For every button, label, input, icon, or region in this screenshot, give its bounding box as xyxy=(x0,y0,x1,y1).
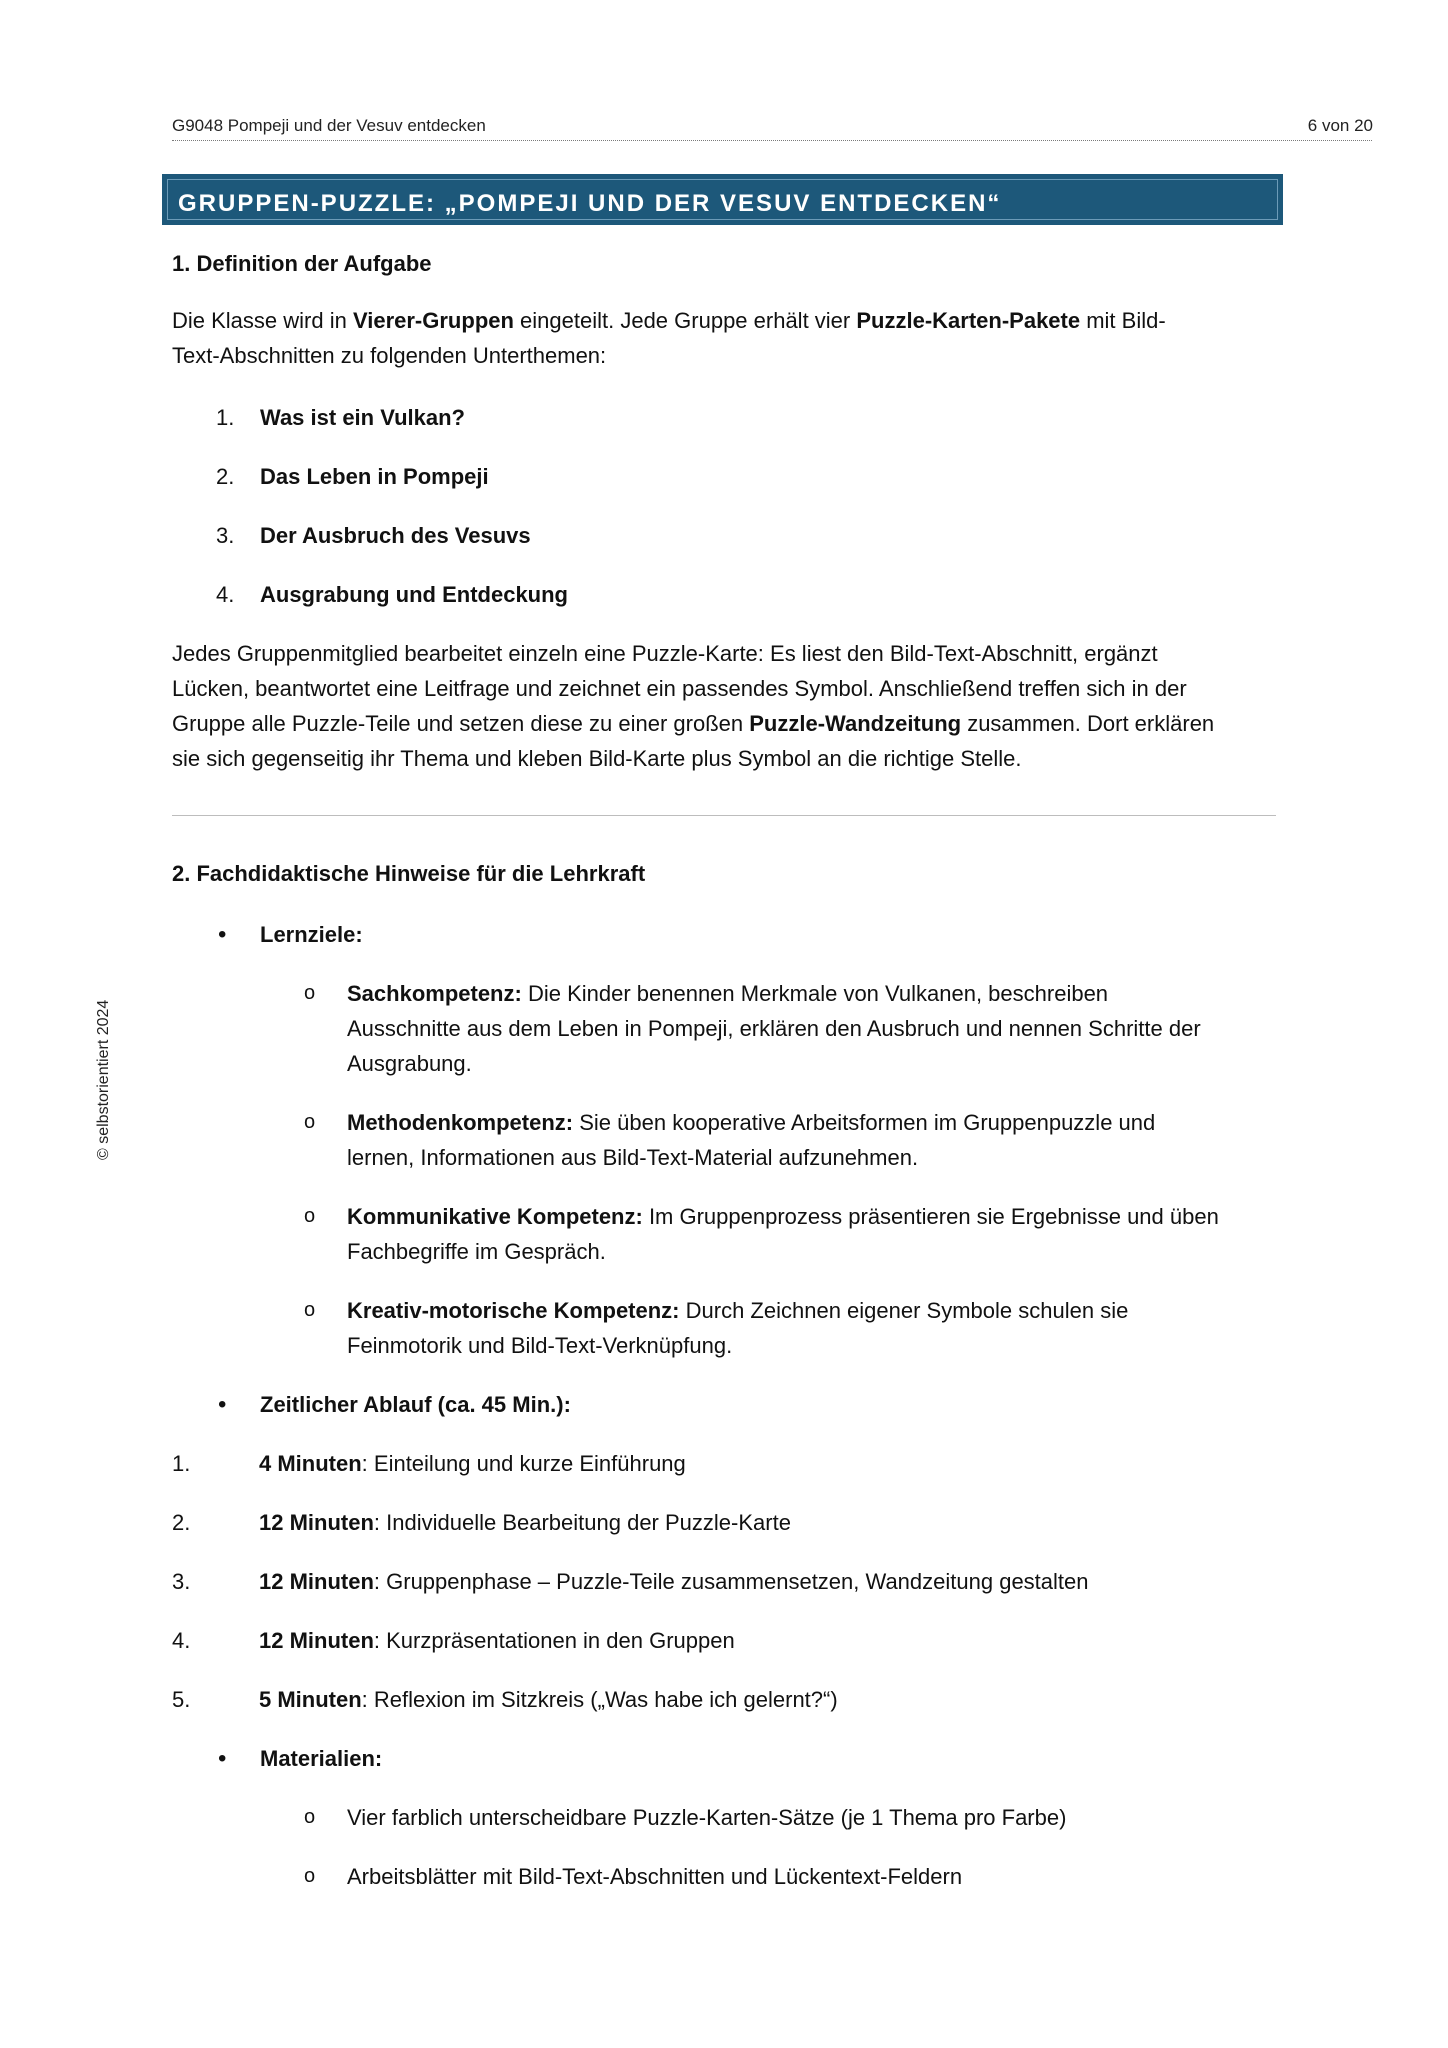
circle-bullet-icon: o xyxy=(304,1111,316,1133)
step-text xyxy=(259,1446,686,1481)
lernziel-term: Kreativ-motorische Kompetenz: xyxy=(347,1298,680,1323)
lernziel-term: Kommunikative Kompetenz: xyxy=(347,1204,643,1229)
header-divider xyxy=(172,140,1372,141)
step-text xyxy=(259,1564,1089,1599)
circle-bullet-icon: o xyxy=(304,1806,316,1828)
section1-heading: 1. Definition der Aufgabe xyxy=(172,251,432,276)
section1-paragraph-line2: Lücken, beantwortet eine Leitfrage und zeichnet ein passendes Symbol. Anschließend treffen sich in der xyxy=(172,676,1187,701)
intro-bold-groups: Vierer-Gruppen xyxy=(352,308,514,333)
circle-bullet-icon: o xyxy=(304,1205,316,1227)
circle-bullet-icon: o xyxy=(304,1299,316,1321)
step-text xyxy=(259,1505,791,1540)
paragraph-bold-wall-newspaper: Puzzle-Wandzeitung xyxy=(749,711,962,736)
topic-number: 4. xyxy=(216,582,235,607)
bullet-icon: • xyxy=(218,1745,227,1772)
lernziel-line: Ausgrabung. xyxy=(347,1051,472,1076)
section1-paragraph-line1: Jedes Gruppenmitglied bearbeitet einzeln eine Puzzle-Karte: Es liest den Bild-Text-Abschnitt, ergänzt xyxy=(172,641,1158,666)
intro-text: eingeteilt. Jede Gruppe erhält vier xyxy=(513,308,857,333)
step-number: 1. xyxy=(172,1451,191,1476)
lernziel-term: Methodenkompetenz: xyxy=(347,1110,574,1135)
intro-text: Die Klasse wird in xyxy=(172,308,353,333)
section2-heading: 2. Fachdidaktische Hinweise für die Lehrkraft xyxy=(172,861,646,886)
lernziel-line: Feinmotorik und Bild-Text-Verknüpfung. xyxy=(347,1333,733,1358)
section1-paragraph-line3 xyxy=(172,706,1282,741)
banner-frame xyxy=(167,179,1278,220)
material-item: Vier farblich unterscheidbare Puzzle-Karten-Sätze (je 1 Thema pro Farbe) xyxy=(347,1805,1067,1830)
step-text xyxy=(259,1623,735,1658)
bullet-icon: • xyxy=(218,1391,227,1418)
section1-paragraph-line4: sie sich gegenseitig ihr Thema und kleben Bild-Karte plus Symbol an die richtige Stelle. xyxy=(172,746,1022,771)
lernziel-term: Sachkompetenz: xyxy=(347,981,522,1006)
step-number: 5. xyxy=(172,1687,191,1712)
topic-number: 2. xyxy=(216,464,235,489)
topic-label: Was ist ein Vulkan? xyxy=(260,405,465,430)
step-time: 5 Minuten xyxy=(259,1687,362,1712)
lernziel-line: lernen, Informationen aus Bild-Text-Material aufzunehmen. xyxy=(347,1145,919,1170)
materialien-label: Materialien: xyxy=(260,1746,383,1771)
banner-title: GRUPPEN-PUZZLE: „POMPEJI UND DER VESUV ENTDECKEN“ xyxy=(178,190,1002,217)
circle-bullet-icon: o xyxy=(304,1865,316,1887)
step-description: : Einteilung und kurze Einführung xyxy=(361,1451,686,1476)
lernziel-text: Sie üben kooperative Arbeitsformen im Gruppenpuzzle und xyxy=(573,1110,1156,1135)
material-item: Arbeitsblätter mit Bild-Text-Abschnitten und Lückentext-Feldern xyxy=(347,1864,963,1889)
step-time: 12 Minuten xyxy=(259,1569,374,1594)
step-time: 12 Minuten xyxy=(259,1510,374,1535)
step-time: 12 Minuten xyxy=(259,1628,374,1653)
topic-label: Das Leben in Pompeji xyxy=(260,464,489,489)
lernziel-line xyxy=(347,976,1282,1011)
lernziel-line xyxy=(347,1199,1282,1234)
page-number: 6 von 20 xyxy=(1307,116,1373,135)
circle-bullet-icon: o xyxy=(304,982,316,1004)
lernziel-text: Im Gruppenprozess präsentieren sie Ergebnisse und üben xyxy=(642,1204,1219,1229)
intro-bold-packages: Puzzle-Karten-Pakete xyxy=(856,308,1081,333)
step-text xyxy=(259,1682,838,1717)
lernziel-text: Die Kinder benennen Merkmale von Vulkanen, beschreiben xyxy=(521,981,1109,1006)
step-time: 4 Minuten xyxy=(259,1451,362,1476)
lernziel-line: Ausschnitte aus dem Leben in Pompeji, erklären den Ausbruch und nennen Schritte der xyxy=(347,1016,1201,1041)
topic-number: 3. xyxy=(216,523,235,548)
lernziel-text: Durch Zeichnen eigener Symbole schulen sie xyxy=(679,1298,1129,1323)
intro-text: mit Bild- xyxy=(1080,308,1166,333)
step-description: : Gruppenphase – Puzzle-Teile zusammensetzen, Wandzeitung gestalten xyxy=(373,1569,1089,1594)
step-number: 4. xyxy=(172,1628,191,1653)
lernziel-line: Fachbegriffe im Gespräch. xyxy=(347,1239,606,1264)
step-description: : Individuelle Bearbeitung der Puzzle-Karte xyxy=(373,1510,791,1535)
section1-intro-line1 xyxy=(172,303,1282,338)
section-divider xyxy=(172,815,1276,816)
copyright-sidebar: © selbstorientiert 2024 xyxy=(95,999,112,1160)
bullet-icon: • xyxy=(218,921,227,948)
paragraph-text: zusammen. Dort erklären xyxy=(961,711,1215,736)
ablauf-label: Zeitlicher Ablauf (ca. 45 Min.): xyxy=(260,1392,571,1417)
lernziel-line xyxy=(347,1105,1282,1140)
topic-label: Ausgrabung und Entdeckung xyxy=(260,582,568,607)
topic-number: 1. xyxy=(216,405,235,430)
topic-label: Der Ausbruch des Vesuvs xyxy=(260,523,531,548)
paragraph-text: Gruppe alle Puzzle-Teile und setzen diese zu einer großen xyxy=(172,711,750,736)
step-description: : Kurzpräsentationen in den Gruppen xyxy=(373,1628,735,1653)
step-description: : Reflexion im Sitzkreis („Was habe ich gelernt?“) xyxy=(361,1687,838,1712)
lernziele-label: Lernziele: xyxy=(260,922,363,947)
document-title: G9048 Pompeji und der Vesuv entdecken xyxy=(172,116,486,135)
step-number: 2. xyxy=(172,1510,191,1535)
lernziel-line xyxy=(347,1293,1282,1328)
step-number: 3. xyxy=(172,1569,191,1594)
title-banner xyxy=(162,174,1283,225)
section1-intro-line2: Text-Abschnitten zu folgenden Unterthemen: xyxy=(172,343,607,368)
